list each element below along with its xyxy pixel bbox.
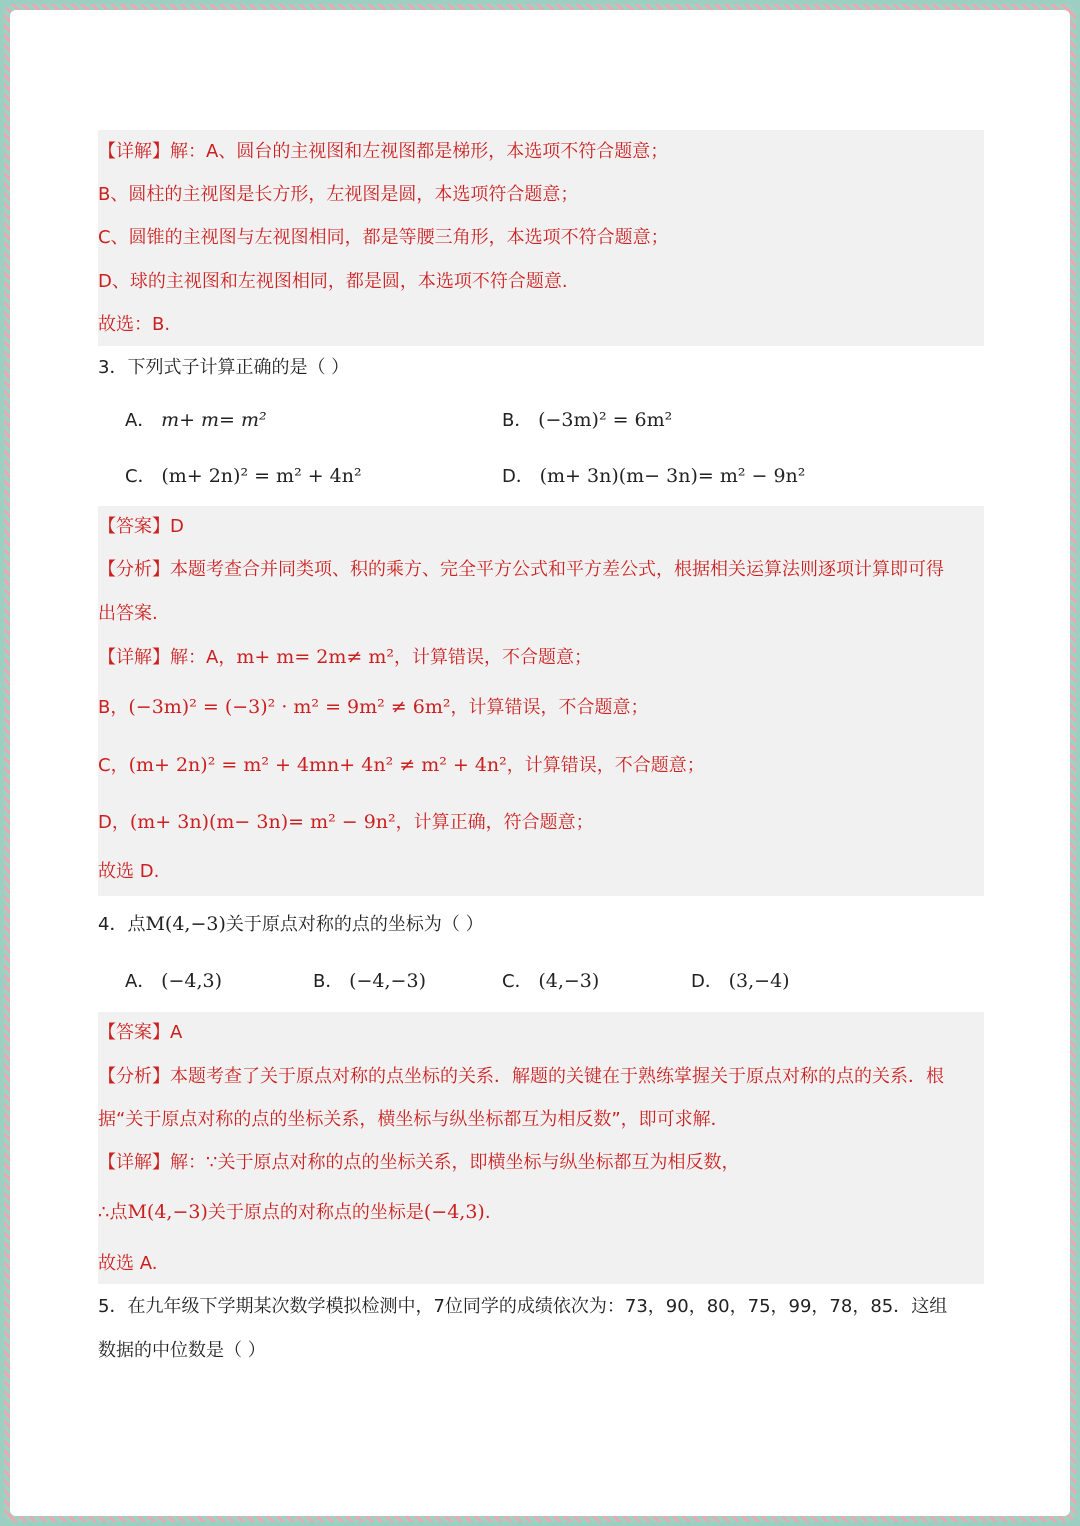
q4-analysis-line1: 【分析】本题考查了关于原点对称的点坐标的关系．解题的关键在于熟练掌握关于原点对称的点的关系．根	[98, 1066, 944, 1087]
q4-option-d-label: D．	[691, 971, 723, 992]
q4-detail-line2	[98, 1200, 491, 1224]
q4-option-a	[125, 969, 222, 994]
q4-conclusion: 故选 A.	[98, 1253, 158, 1274]
q3-detail-c-expr: (m+ 2n)² = m² + 4mn+ 4n² ≠ m² + 4n²	[128, 754, 507, 776]
q4-solution-block	[98, 1012, 984, 1284]
q3-detail-b-text: ，计算错误，不合题意；	[450, 697, 649, 718]
q3-detail-c-text: ，计算错误，不合题意；	[506, 755, 705, 776]
q3-detail-d-expr: (m+ 3n)(m− 3n)= m² − 9n²	[129, 811, 396, 833]
q3-detail-b-prefix: B，	[98, 697, 129, 718]
q3-analysis-line2: 出答案.	[98, 603, 158, 624]
q3-option-c-expr: (m+ 2n)² = m² + 4n²	[161, 465, 362, 487]
q3-detail-a	[98, 645, 592, 669]
q3-detail-b-expr: (−3m)² = (−3)² · m² = 9m² ≠ 6m²	[128, 696, 451, 718]
q4-option-c	[502, 969, 599, 994]
q2-detail-line-b: B、圆柱的主视图是长方形，左视图是圆，本选项符合题意；	[98, 184, 579, 205]
q3-detail-d-prefix: D，	[98, 812, 130, 833]
q3-detail-a-text: ，计算错误，不合题意；	[393, 647, 592, 668]
q4-detail-prefix: ∴点	[98, 1202, 128, 1223]
q4-option-b-label: B．	[313, 971, 344, 992]
q4-option-c-expr: (4,−3)	[538, 970, 600, 992]
q2-conclusion: 故选：B.	[98, 314, 171, 335]
q3-option-b-expr: (−3m)² = 6m²	[538, 409, 673, 431]
q4-option-a-expr: (−4,3)	[161, 970, 223, 992]
q3-option-c-label: C．	[125, 466, 156, 487]
q4-analysis-line2: 据“关于原点对称的点的坐标关系，横坐标与纵坐标都互为相反数”，即可求解．	[98, 1109, 729, 1130]
q4-detail-mid: 关于原点的对称点的坐标是	[207, 1202, 424, 1223]
q3-option-a	[125, 408, 267, 433]
q4-option-a-label: A．	[125, 971, 156, 992]
q3-option-b	[502, 408, 672, 433]
q4-stem	[98, 912, 484, 936]
document-page	[10, 10, 1070, 1516]
q4-option-c-label: C．	[502, 971, 533, 992]
q4-option-d-expr: (3,−4)	[728, 970, 790, 992]
q4-detail-line1: 【详解】解：∵关于原点对称的点的坐标关系，即横坐标与纵坐标都互为相反数，	[98, 1152, 740, 1173]
q4-detail-end: .	[484, 1202, 491, 1223]
q5-stem-line2: 数据的中位数是（ ）	[98, 1340, 266, 1361]
q4-detail-result: (−4,3)	[423, 1201, 485, 1223]
q2-detail-line-c: C、圆锥的主视图与左视图相同，都是等腰三角形，本选项不符合题意；	[98, 227, 669, 248]
q4-stem-point: M(4,−3)	[145, 913, 226, 935]
q3-detail-c-prefix: C，	[98, 755, 129, 776]
q3-option-d	[502, 464, 805, 489]
q2-detail-line-d: D、球的主视图和左视图相同，都是圆，本选项不符合题意.	[98, 271, 568, 292]
q3-option-a-expr: m+ m= m²	[161, 409, 267, 431]
q3-detail-a-expr: m+ m= 2m≠ m²	[236, 646, 394, 668]
q3-detail-d	[98, 810, 594, 834]
q3-stem: 3．下列式子计算正确的是（ ）	[98, 357, 350, 378]
q4-detail-point: M(4,−3)	[127, 1201, 208, 1223]
q3-detail-b	[98, 695, 648, 719]
q4-answer: 【答案】A	[98, 1022, 183, 1043]
q4-stem-suffix: 关于原点对称的点的坐标为（ ）	[225, 914, 484, 935]
q3-solution-block	[98, 506, 984, 896]
q2-detail-line-a: 【详解】解：A、圆台的主视图和左视图都是梯形，本选项不符合题意；	[98, 141, 669, 162]
q3-detail-a-prefix: 【详解】解：A，	[98, 647, 237, 668]
q4-stem-prefix: 4．点	[98, 914, 146, 935]
q5-stem-line1: 5．在九年级下学期某次数学模拟检测中，7位同学的成绩依次为：73，90，80，75，99，78，85．这组	[98, 1296, 948, 1317]
q3-answer: 【答案】D	[98, 516, 184, 537]
q3-option-c	[125, 464, 362, 489]
q2-solution-block	[98, 130, 984, 346]
q3-option-a-label: A．	[125, 410, 156, 431]
q4-option-b-expr: (−4,−3)	[349, 970, 426, 992]
q3-conclusion: 故选 D.	[98, 861, 160, 882]
q3-option-d-expr: (m+ 3n)(m− 3n)= m² − 9n²	[539, 465, 806, 487]
q3-option-d-label: D．	[502, 466, 534, 487]
q3-detail-d-text: ，计算正确，符合题意；	[395, 812, 594, 833]
q3-analysis-line1: 【分析】本题考查合并同类项、积的乘方、完全平方公式和平方差公式，根据相关运算法则逐项计算即可得	[98, 559, 944, 580]
q3-detail-c	[98, 753, 705, 777]
q4-option-b	[313, 969, 426, 994]
q4-option-d	[691, 969, 790, 994]
q3-option-b-label: B．	[502, 410, 533, 431]
